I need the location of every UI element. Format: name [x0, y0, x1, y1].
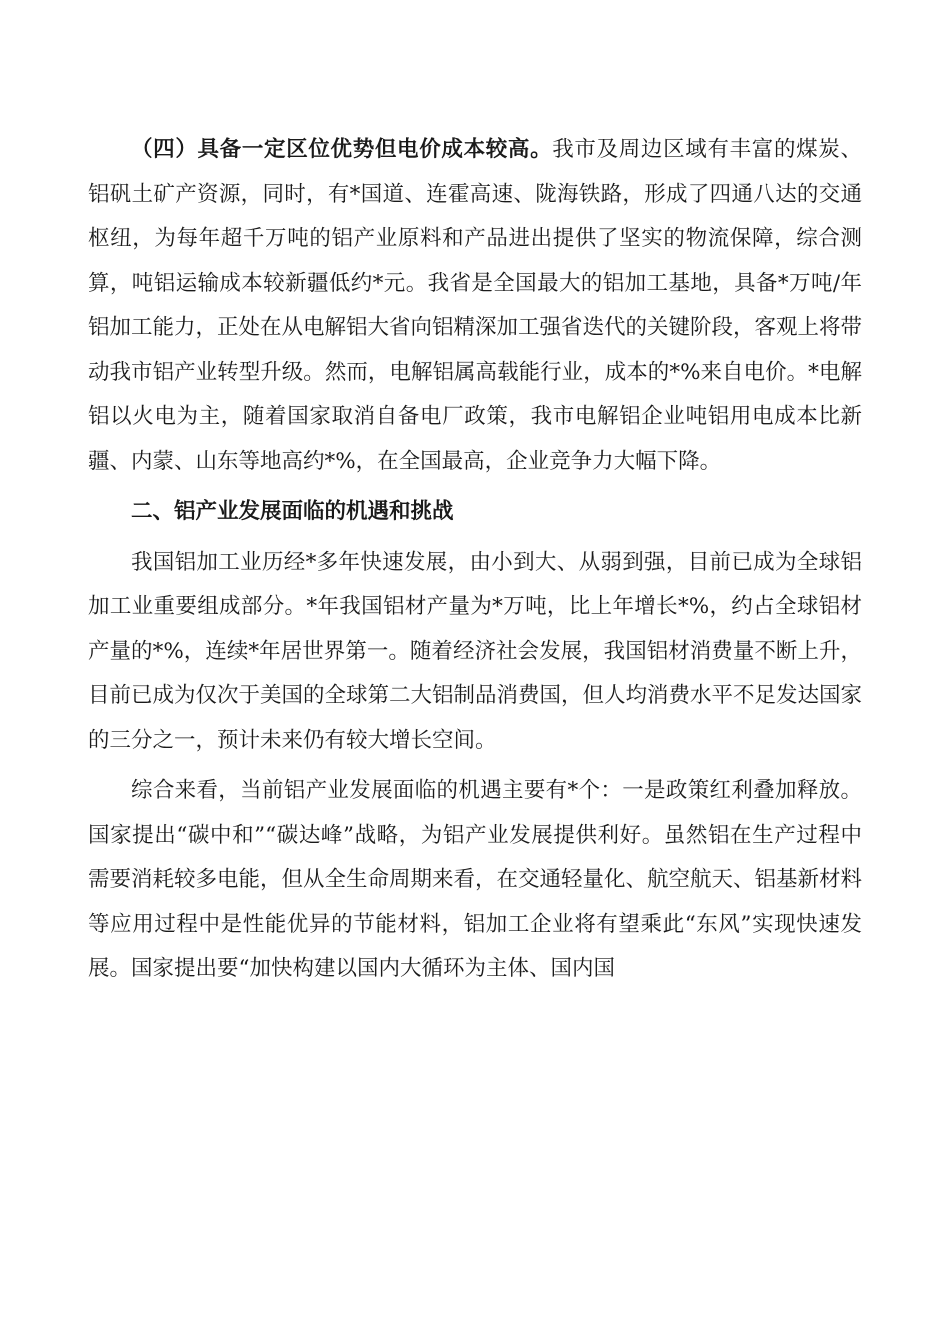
section-4-lead: （四）具备一定区位优势但电价成本较高。	[131, 137, 553, 162]
document-page	[88, 128, 862, 998]
body-paragraph-1: 我国铝加工业历经*多年快速发展，由小到大、从弱到强，目前已成为全球铝加工业重要组成部分。*年我国铝材产量为*万吨，比上年增长*%，约占全球铝材产量的*%，连续*年居世界第一。随着经济社会发展，我国铝材消费量不断上升，目前已成为仅次于美国的全球第二大铝制品消费国，但人均消费水平不足发达国家的三分之一，预计未来仍有较大增长空间。	[88, 549, 863, 753]
section-4-paragraph	[88, 128, 862, 484]
section-heading: 二、铝产业发展面临的机遇和挑战	[131, 499, 454, 524]
body-paragraph-2: 综合来看，当前铝产业发展面临的机遇主要有*个：一是政策红利叠加释放。国家提出“碳中和”“碳达峰”战略，为铝产业发展提供利好。虽然铝在生产过程中需要消耗较多电能，但从全生命周期来看，在交通轻量化、航空航天、铝基新材料等应用过程中是性能优异的节能材料，铝加工企业将有望乘此“东风”实现快速发展。国家提出要“加快构建以国内大循环为主体、国内国	[88, 778, 863, 981]
section-4-body: 我市及周边区域有丰富的煤炭、铝矾土矿产资源，同时，有*国道、连霍高速、陇海铁路，形成了四通八达的交通枢纽，为每年超千万吨的铝产业原料和产品进出提供了坚实的物流保障，综合测算，吨铝运输成本较新疆低约*元。我省是全国最大的铝加工基地，具备*万吨/年铝加工能力，正处在从电解铝大省向铝精深加工强省迭代的关键阶段，客观上将带动我市铝产业转型升级。然而，电解铝属高载能行业，成本的*%来自电价。*电解铝以火电为主，随着国家取消自备电厂政策，我市电解铝企业吨铝用电成本比新疆、内蒙、山东等地高约*%，在全国最高，企业竞争力大幅下降。	[88, 137, 863, 474]
